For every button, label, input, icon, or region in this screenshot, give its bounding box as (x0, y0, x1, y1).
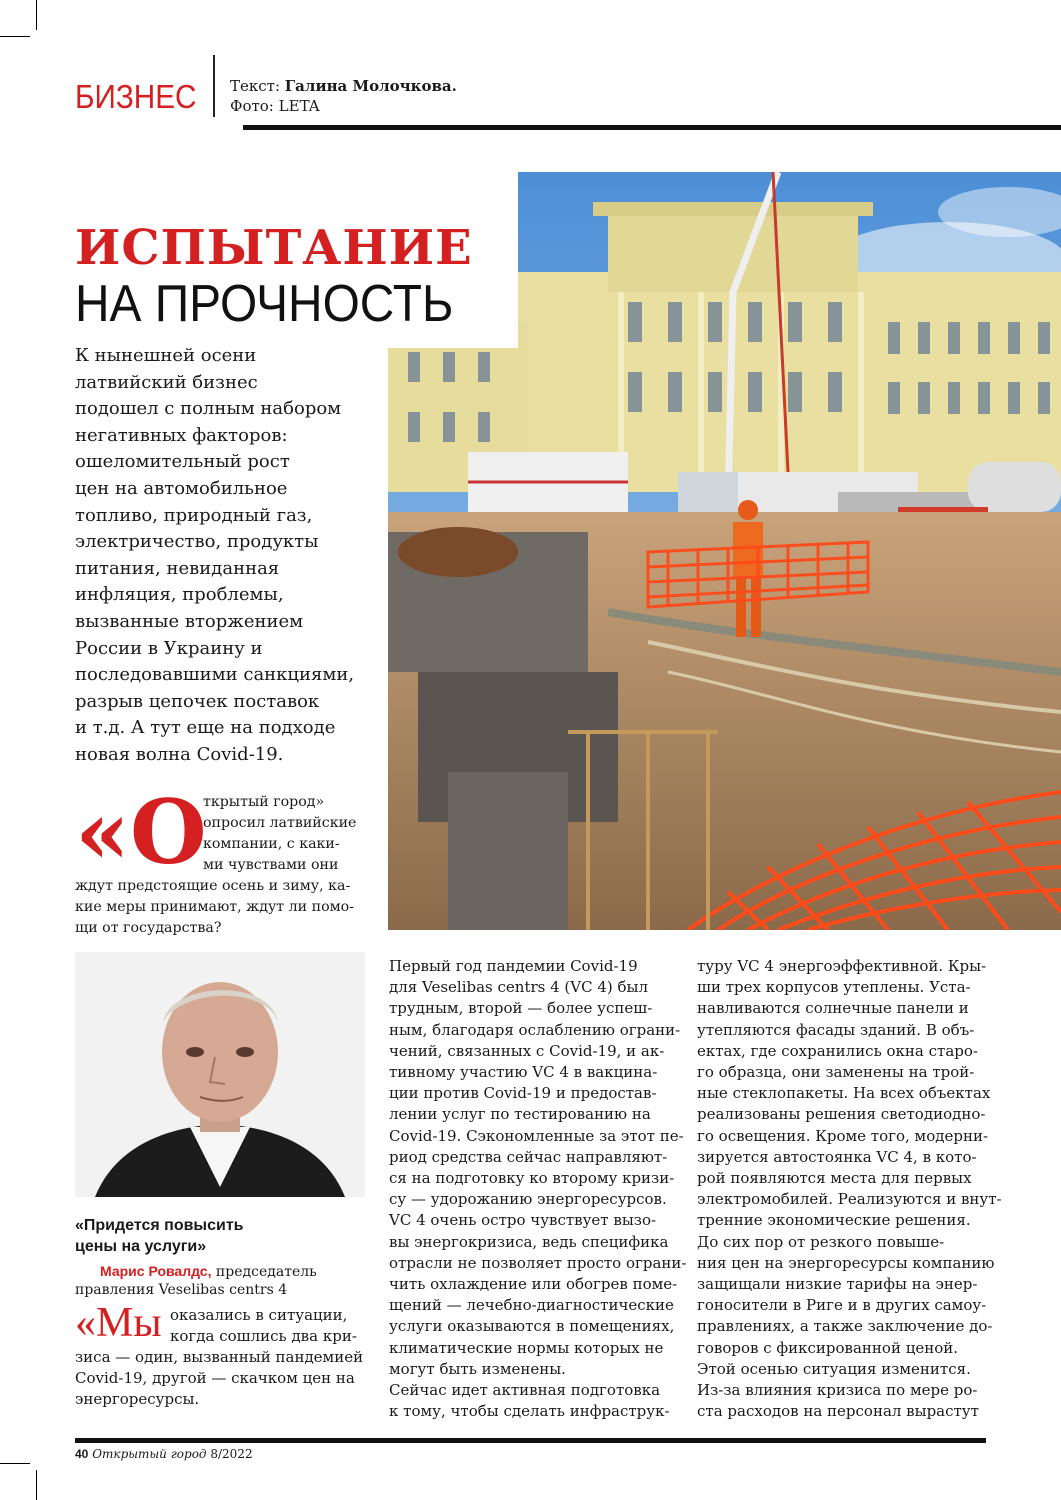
lead-line: подошел с полным набором (75, 398, 342, 420)
body-line: Сейчас идет активная подготовка (389, 1381, 661, 1400)
body-line: Из-за влияния кризиса по мере ро- (697, 1381, 978, 1400)
crop-mark (0, 36, 30, 37)
body-line: вы энергокризиса, ведь специфика (389, 1232, 669, 1251)
body-line: трудным, второй — более успеш- (389, 999, 653, 1018)
body-line: До сих пор от резкого повыше- (697, 1232, 945, 1251)
body-line: навливаются солнечные панели и (697, 999, 969, 1018)
body-line: ектах, где сохранились окна старо- (697, 1041, 978, 1060)
pullquote-name: Марис Ровалдс, (100, 1263, 212, 1279)
body-line: Первый год пандемии Covid-19 (389, 957, 638, 975)
intro-line: опросил латвийские (203, 815, 357, 831)
lead-line: разрыв цепочек поставок (75, 690, 320, 712)
pullquote-role: председатель (211, 1264, 317, 1280)
crop-mark (0, 1463, 30, 1464)
headline-line-2: НА ПРОЧНОСТЬ (75, 275, 454, 333)
body-line: го освещения. Кроме того, модерни- (697, 1126, 989, 1145)
pullquote-attribution (75, 1262, 375, 1299)
page-number: 40 (75, 1447, 89, 1461)
section-label: БИЗНЕС (75, 78, 197, 115)
body-line: тренние экономические решения. (697, 1211, 971, 1230)
intro-line: кие меры принимают, ждут ли помо- (75, 899, 355, 915)
intro-line: ждут предстоящие осень и зиму, ка- (75, 878, 351, 894)
lead-line: России в Украину и (75, 637, 263, 659)
pullquote-role: правления Veselibas centrs 4 (75, 1282, 288, 1298)
intro-line: ми чувствами они (203, 857, 339, 873)
pullquote-line: оказались в ситуации, (170, 1306, 348, 1324)
body-line: для Veselibas centrs 4 (VC 4) был (389, 978, 649, 997)
lead-line: ошеломительный рост (75, 451, 290, 473)
body-line: услуги оказываются в помещениях, (389, 1317, 675, 1336)
body-line: рой появляются места для первых (697, 1169, 972, 1188)
issue-number: 8/2022 (210, 1447, 253, 1461)
body-line: говоров с фиксированной ценой. (697, 1338, 959, 1357)
body-line: туру VC 4 энергоэффективной. Кры- (697, 957, 987, 975)
byline-author: Галина Молочкова. (284, 77, 457, 95)
bottom-rule (75, 1438, 986, 1443)
body-line: VC 4 очень остро чувствует вызо- (389, 1211, 657, 1230)
body-line: ции против Covid-19 и предостав- (389, 1084, 657, 1103)
pullquote-line: зиса — один, вызванный пандемией (75, 1348, 364, 1366)
lead-line: цен на автомобильное (75, 477, 288, 499)
lead-line: К нынешней осени (75, 345, 257, 366)
byline-photo-credit: LETA (278, 97, 320, 115)
body-line: чений, связанных с Covid-19, и ак- (389, 1041, 665, 1060)
magazine-name: Открытый город (92, 1447, 207, 1461)
lead-line: негативных факторов: (75, 424, 288, 446)
byline (230, 76, 457, 116)
pullquote-line: когда сошлись два кри- (170, 1327, 357, 1345)
lead-line: латвийский бизнес (75, 371, 258, 393)
body-line: электромобилей. Реализуются и внут- (697, 1190, 1002, 1209)
body-line: гоносители в Риге и в других самоу- (697, 1296, 987, 1315)
body-line: утепляются фасады зданий. В объ- (697, 1020, 975, 1039)
body-line: ные стеклопакеты. На всех объектах (697, 1084, 991, 1103)
body-line: Этой осенью ситуация изменится. (697, 1359, 971, 1378)
lead-line: питания, невиданная (75, 557, 280, 579)
lead-line: новая волна Covid-19. (75, 743, 284, 765)
lead-line: последовавшими санкциями, (75, 664, 355, 686)
body-line: ста расходов на персонал вырастут (697, 1402, 979, 1421)
body-line: отрасли не позволяет просто ограни- (389, 1253, 687, 1272)
byline-photo-label: Фото: (230, 97, 274, 115)
body-line: могут быть изменены. (389, 1359, 566, 1378)
intro-drop-cap: «О (75, 780, 207, 884)
body-line: ся на подготовку ко второму кризи- (389, 1169, 675, 1188)
pullquote-line: энергоресурсы. (75, 1390, 200, 1408)
body-line: го образца, они заменены на трой- (697, 1063, 975, 1082)
pullquote-body (75, 1305, 370, 1410)
lead-line: электричество, продукты (75, 531, 319, 553)
body-line: лении услуг по тестированию на (389, 1105, 651, 1124)
intro-line: ткрытый город» (203, 794, 325, 810)
body-column-2 (697, 956, 1002, 1422)
lead-line: и т.д. А тут еще на подходе (75, 717, 336, 739)
lead-line: инфляция, проблемы, (75, 584, 284, 606)
crop-mark (36, 1470, 37, 1500)
lead-line: топливо, природный газ, (75, 504, 313, 526)
intro-line: щи от государства? (75, 920, 222, 936)
body-line: правлениях, а также заключение до- (697, 1317, 993, 1336)
pullquote-title (75, 1215, 244, 1257)
byline-text-label: Текст: (230, 77, 281, 95)
pullquote-line: Covid-19, другой — скачком цен на (75, 1369, 355, 1387)
intro-paragraph (75, 792, 370, 939)
lead-paragraph (75, 343, 375, 769)
body-line: тивному участию VC 4 в вакцина- (389, 1063, 658, 1082)
body-line: климатические нормы которых не (389, 1338, 664, 1357)
pullquote-title-line: цены на услуги» (75, 1238, 207, 1255)
body-column-1 (389, 956, 687, 1422)
top-rule (243, 125, 1061, 130)
body-line: к тому, чтобы сделать инфраструк- (389, 1402, 670, 1421)
portrait-photo (75, 952, 365, 1197)
intro-line: компании, с каки- (203, 836, 340, 852)
headline-line-1: ИСПЫТАНИЕ (75, 220, 473, 276)
body-line: зируется автостоянка VC 4, в кото- (697, 1147, 977, 1166)
section-divider (213, 55, 215, 117)
body-line: су — удорожанию энергоресурсов. (389, 1190, 667, 1209)
pullquote-drop-cap: «Мы (75, 1300, 162, 1346)
body-line: чить охлаждение или обогрев поме- (389, 1275, 678, 1294)
body-line: ши трех корпусов утеплены. Уста- (697, 978, 971, 997)
body-line: щений — лечебно-диагностические (389, 1296, 674, 1315)
body-line: риод средства сейчас направляют- (389, 1147, 668, 1166)
body-line: реализованы решения светодиодно- (697, 1105, 986, 1124)
body-line: Covid-19. Сэкономленные за этот пе- (389, 1126, 684, 1145)
body-line: ным, благодаря ослаблению ограни- (389, 1020, 681, 1039)
crop-mark (36, 0, 37, 30)
pullquote-title-line: «Придется повысить (75, 1217, 244, 1234)
body-line: ния цен на энергоресурсы компанию (697, 1253, 995, 1272)
page-footer (75, 1447, 253, 1461)
lead-line: вызванные вторжением (75, 610, 304, 632)
body-line: защищали низкие тарифы на энер- (697, 1275, 978, 1294)
